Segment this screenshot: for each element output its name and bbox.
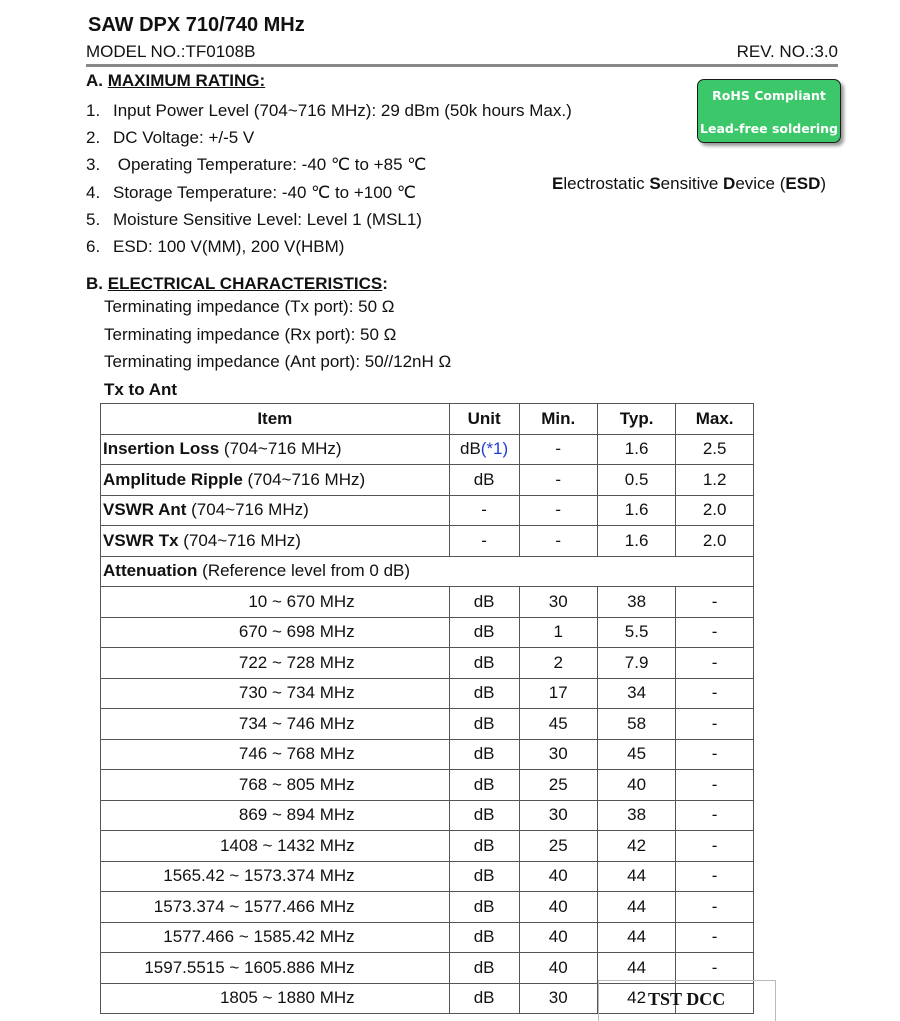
footnote-ref: (*1) <box>480 439 509 459</box>
min-cell: 45 <box>519 709 597 740</box>
item-range: (704~716 MHz) <box>219 439 342 459</box>
section-b-prefix: B. <box>86 274 108 293</box>
header-typ: Typ. <box>597 404 675 435</box>
max-cell: - <box>676 953 754 984</box>
unit-cell: dB <box>449 587 519 618</box>
section-b-heading <box>86 274 388 294</box>
max-cell: - <box>676 831 754 862</box>
max-cell: 2.5 <box>676 434 754 465</box>
section-b-suffix: : <box>382 274 388 293</box>
unit-cell: dB <box>449 648 519 679</box>
esd-text: ) <box>820 174 827 193</box>
esd-text: ensitive <box>660 174 724 193</box>
table-row <box>101 739 754 770</box>
attenuation-title-cell <box>101 556 754 587</box>
unit-cell: dB <box>449 922 519 953</box>
attenuation-reference: (Reference level from 0 dB) <box>197 561 411 581</box>
item-name: VSWR Tx <box>103 530 179 550</box>
unit-cell: dB <box>449 465 519 496</box>
item-range: (704~716 MHz) <box>242 469 366 489</box>
range-cell: 746 ~ 768 MHz <box>101 739 450 770</box>
min-cell: 2 <box>519 648 597 679</box>
table-header-row <box>101 404 754 435</box>
table-row <box>101 953 754 984</box>
table-row <box>101 526 754 557</box>
range-cell: 869 ~ 894 MHz <box>101 800 450 831</box>
unit-cell: dB <box>449 709 519 740</box>
section-a-heading <box>86 71 265 91</box>
unit-cell: dB <box>449 953 519 984</box>
table-row <box>101 709 754 740</box>
unit-cell: dB <box>449 983 519 1014</box>
item-name: Amplitude Ripple <box>103 469 243 489</box>
section-a-title: MAXIMUM RATING: <box>107 71 266 90</box>
rating-item <box>86 151 572 178</box>
rating-text: Operating Temperature: -40 ℃ to +85 ℃ <box>113 155 427 175</box>
typ-cell: 38 <box>597 800 675 831</box>
unit-cell: dB <box>449 861 519 892</box>
section-a-prefix: A. <box>86 71 108 90</box>
min-cell: 25 <box>519 770 597 801</box>
impedance-tx: Terminating impedance (Tx port): 50 Ω <box>104 297 395 316</box>
item-cell <box>101 434 450 465</box>
max-cell: - <box>676 892 754 923</box>
item-range: (704~716 MHz) <box>178 530 301 550</box>
typ-cell: 58 <box>597 709 675 740</box>
min-cell: 40 <box>519 861 597 892</box>
rohs-label: RoHS Compliant <box>712 88 826 103</box>
esd-text: evice ( <box>735 174 786 193</box>
rating-text: Storage Temperature: -40 ℃ to +100 ℃ <box>113 182 416 202</box>
item-cell <box>101 495 450 526</box>
table-row <box>101 587 754 618</box>
min-cell: 30 <box>519 739 597 770</box>
range-cell: 1573.374 ~ 1577.466 MHz <box>101 892 450 923</box>
attenuation-label: Attenuation <box>103 561 198 581</box>
rating-text: Moisture Sensitive Level: Level 1 (MSL1) <box>113 209 422 229</box>
unit-cell: dB <box>449 739 519 770</box>
typ-cell: 0.5 <box>597 465 675 496</box>
min-cell: 17 <box>519 678 597 709</box>
min-cell: 40 <box>519 892 597 923</box>
max-cell: - <box>676 678 754 709</box>
max-cell: - <box>676 739 754 770</box>
rating-item <box>86 179 572 206</box>
electrical-characteristics-table <box>100 403 754 1014</box>
typ-cell: 45 <box>597 739 675 770</box>
typ-cell: 42 <box>597 983 675 1014</box>
unit-cell: dB <box>449 617 519 648</box>
min-cell: - <box>519 495 597 526</box>
min-cell: - <box>519 434 597 465</box>
esd-letter: D <box>723 174 736 193</box>
max-cell: 2.0 <box>676 526 754 557</box>
table-row <box>101 434 754 465</box>
esd-text: lectrostatic <box>563 174 650 193</box>
range-cell: 1805 ~ 1880 MHz <box>101 983 450 1014</box>
impedance-rx: Terminating impedance (Rx port): 50 Ω <box>104 325 397 344</box>
table-row <box>101 648 754 679</box>
max-cell: - <box>676 587 754 618</box>
min-cell: 30 <box>519 800 597 831</box>
typ-cell: 44 <box>597 861 675 892</box>
table-row <box>101 495 754 526</box>
min-cell: - <box>519 526 597 557</box>
max-cell: 1.2 <box>676 465 754 496</box>
document-title: SAW DPX 710/740 MHz <box>88 14 305 36</box>
unit-cell: dB <box>449 678 519 709</box>
min-cell: 40 <box>519 922 597 953</box>
max-cell: - <box>676 922 754 953</box>
esd-letter: E <box>552 174 564 193</box>
typ-cell: 42 <box>597 831 675 862</box>
typ-cell: 1.6 <box>597 495 675 526</box>
rating-item <box>86 233 572 260</box>
table-row <box>101 678 754 709</box>
typ-cell: 7.9 <box>597 648 675 679</box>
table-row <box>101 800 754 831</box>
range-cell: 1565.42 ~ 1573.374 MHz <box>101 861 450 892</box>
range-cell: 1597.5515 ~ 1605.886 MHz <box>101 953 450 984</box>
typ-cell: 1.6 <box>597 526 675 557</box>
rating-number: 5. <box>86 209 101 229</box>
unit-cell: dB <box>449 800 519 831</box>
item-cell <box>101 526 450 557</box>
max-cell: - <box>676 648 754 679</box>
header-unit: Unit <box>449 404 519 435</box>
rating-text: Input Power Level (704~716 MHz): 29 dBm (50k hours Max.) <box>113 101 572 120</box>
table-row <box>101 922 754 953</box>
typ-cell: 1.6 <box>597 434 675 465</box>
typ-cell: 44 <box>597 892 675 923</box>
max-cell: - <box>676 770 754 801</box>
typ-cell: 44 <box>597 922 675 953</box>
min-cell: 30 <box>519 983 597 1014</box>
min-cell: 1 <box>519 617 597 648</box>
max-cell: - <box>676 800 754 831</box>
range-cell: 730 ~ 734 MHz <box>101 678 450 709</box>
attenuation-title-row <box>101 556 754 587</box>
min-cell: 25 <box>519 831 597 862</box>
unit-cell <box>449 434 519 465</box>
rating-number: 3. <box>86 155 101 175</box>
rating-number: 2. <box>86 128 101 148</box>
rating-text: DC Voltage: +/-5 V <box>113 128 255 148</box>
rating-text: ESD: 100 V(MM), 200 V(HBM) <box>113 237 345 257</box>
range-cell: 10 ~ 670 MHz <box>101 587 450 618</box>
impedance-ant: Terminating impedance (Ant port): 50//12nH Ω <box>104 352 452 371</box>
unit-cell: - <box>449 495 519 526</box>
rating-item <box>86 97 572 124</box>
tst-dcc-stamp: TST DCC <box>648 989 726 1009</box>
revision-number: REV. NO.:3.0 <box>736 42 838 61</box>
typ-cell: 38 <box>597 587 675 618</box>
max-cell: - <box>676 709 754 740</box>
range-cell: 670 ~ 698 MHz <box>101 617 450 648</box>
item-cell <box>101 465 450 496</box>
esd-acronym: ESD <box>785 174 821 193</box>
min-cell: - <box>519 465 597 496</box>
min-cell: 30 <box>519 587 597 618</box>
section-b-title: ELECTRICAL CHARACTERISTICS <box>107 274 383 293</box>
table-row <box>101 465 754 496</box>
header-item: Item <box>101 404 450 435</box>
unit-cell: dB <box>449 892 519 923</box>
typ-cell: 5.5 <box>597 617 675 648</box>
item-range: (704~716 MHz) <box>186 500 309 520</box>
range-cell: 1408 ~ 1432 MHz <box>101 831 450 862</box>
rating-number: 6. <box>86 237 101 257</box>
item-name: VSWR Ant <box>103 500 187 520</box>
lead-free-label: Lead-free soldering <box>700 121 838 136</box>
unit-value: dB <box>459 439 481 459</box>
tx-to-ant-subheading: Tx to Ant <box>104 380 178 399</box>
model-number: MODEL NO.:TF0108B <box>86 42 256 61</box>
range-cell: 734 ~ 746 MHz <box>101 709 450 740</box>
esd-letter: S <box>649 174 661 193</box>
rohs-compliance-badge <box>697 79 841 143</box>
max-cell: - <box>676 861 754 892</box>
range-cell: 1577.466 ~ 1585.42 MHz <box>101 922 450 953</box>
header-divider <box>86 64 838 67</box>
range-cell: 768 ~ 805 MHz <box>101 770 450 801</box>
header-min: Min. <box>519 404 597 435</box>
esd-warning <box>552 174 826 194</box>
rating-item <box>86 124 572 151</box>
unit-cell: - <box>449 526 519 557</box>
typ-cell: 44 <box>597 953 675 984</box>
header-max: Max. <box>676 404 754 435</box>
table-row <box>101 861 754 892</box>
range-cell: 722 ~ 728 MHz <box>101 648 450 679</box>
rating-number: 1. <box>86 101 101 120</box>
table-row <box>101 892 754 923</box>
unit-cell: dB <box>449 831 519 862</box>
table-row <box>101 617 754 648</box>
min-cell: 40 <box>519 953 597 984</box>
typ-cell: 34 <box>597 678 675 709</box>
rating-number: 4. <box>86 182 101 202</box>
max-cell: 2.0 <box>676 495 754 526</box>
table-row <box>101 770 754 801</box>
unit-cell: dB <box>449 770 519 801</box>
rating-item <box>86 206 572 233</box>
max-cell: - <box>676 617 754 648</box>
table-row <box>101 831 754 862</box>
maximum-rating-list <box>86 97 572 260</box>
item-name: Insertion Loss <box>103 439 220 459</box>
typ-cell: 40 <box>597 770 675 801</box>
